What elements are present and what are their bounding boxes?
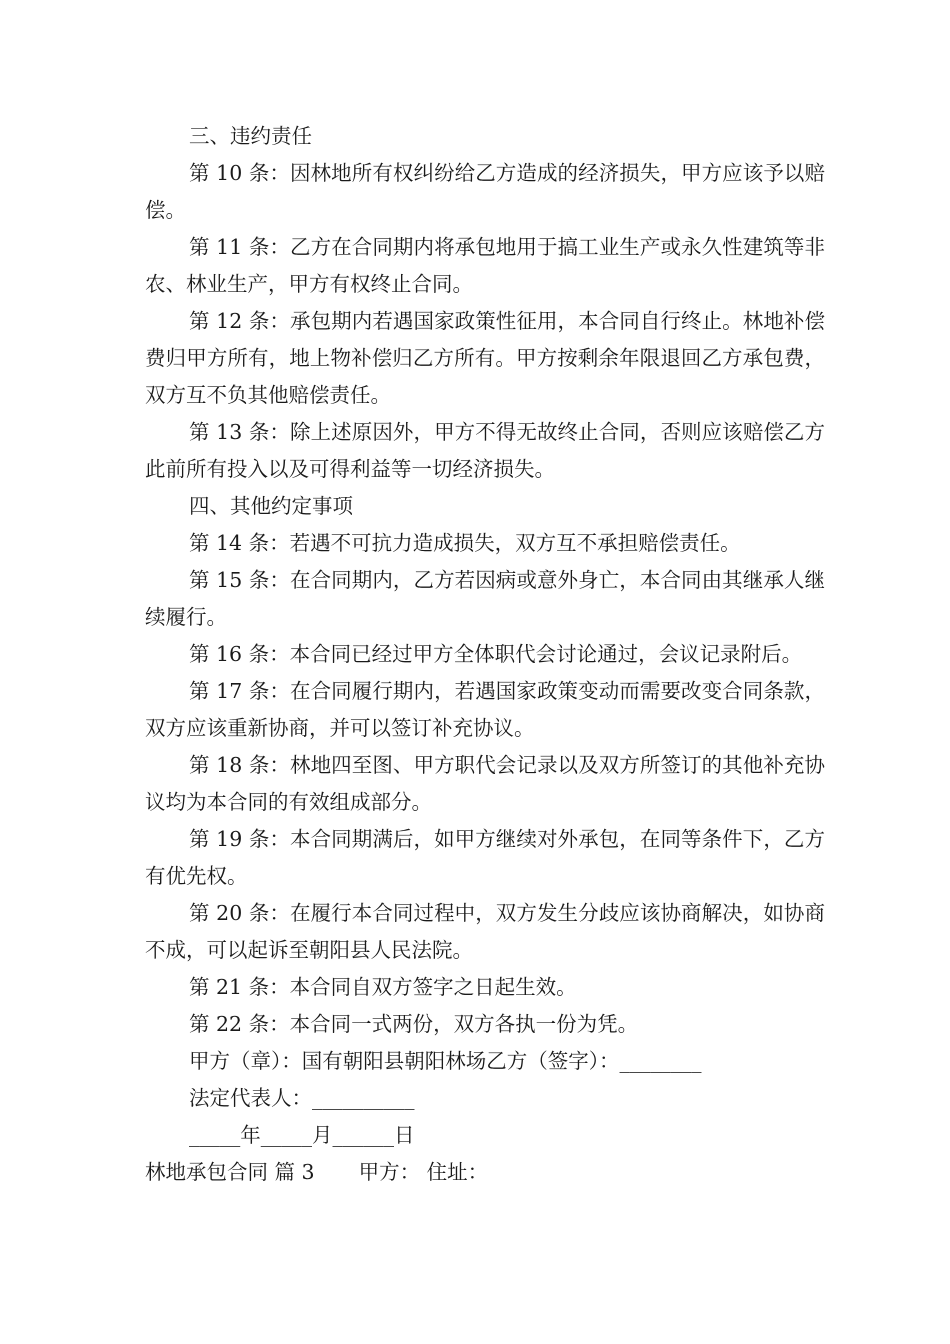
section-heading-breach-liability: 三、违约责任 — [189, 124, 312, 148]
clause-12: 第 12 条：承包期内若遇国家政策性征用，本合同自行终止。林地补偿费归甲方所有，地上物补偿归乙方所有。甲方按剩余年限退回乙方承包费，双方互不负其他赔偿责任。 — [145, 309, 825, 407]
signature-parties-line: 甲方（章）：国有朝阳县朝阳林场乙方（签字）：________ — [189, 1049, 702, 1073]
clause-19: 第 19 条：本合同期满后，如甲方继续对外承包，在同等条件下，乙方有优先权。 — [145, 827, 825, 888]
section-heading-other-terms: 四、其他约定事项 — [189, 494, 353, 518]
clause-17: 第 17 条：在合同履行期内，若遇国家政策变动而需要改变合同条款，双方应该重新协商，并可以签订补充协议。 — [145, 679, 825, 740]
clause-15: 第 15 条：在合同期内，乙方若因病或意外身亡，本合同由其继承人继续履行。 — [145, 568, 825, 629]
clause-16: 第 16 条：本合同已经过甲方全体职代会讨论通过，会议记录附后。 — [189, 642, 803, 666]
document-body — [145, 118, 825, 1191]
clause-20: 第 20 条：在履行本合同过程中，双方发生分歧应该协商解决，如协商不成，可以起诉至朝阳县人民法院。 — [145, 901, 825, 962]
next-contract-title: 林地承包合同 篇 3 — [145, 1160, 315, 1184]
clause-10: 第 10 条：因林地所有权纠纷给乙方造成的经济损失，甲方应该予以赔偿。 — [145, 161, 825, 222]
clause-13: 第 13 条：除上述原因外，甲方不得无故终止合同，否则应该赔偿乙方此前所有投入以及可得利益等一切经济损失。 — [145, 420, 825, 481]
date-line: _____年_____月______日 — [189, 1123, 415, 1147]
next-contract-header — [145, 1154, 825, 1191]
clause-11: 第 11 条：乙方在合同期内将承包地用于搞工业生产或永久性建筑等非农、林业生产，甲方有权终止合同。 — [145, 235, 825, 296]
legal-representative-line: 法定代表人：__________ — [189, 1086, 415, 1110]
next-contract-party-a: 甲方： 住址： — [358, 1160, 489, 1184]
clause-22: 第 22 条：本合同一式两份，双方各执一份为凭。 — [189, 1012, 639, 1036]
clause-14: 第 14 条：若遇不可抗力造成损失，双方互不承担赔偿责任。 — [189, 531, 741, 555]
clause-21: 第 21 条：本合同自双方签字之日起生效。 — [189, 975, 577, 999]
clause-18: 第 18 条：林地四至图、甲方职代会记录以及双方所签订的其他补充协议均为本合同的有效组成部分。 — [145, 753, 825, 814]
